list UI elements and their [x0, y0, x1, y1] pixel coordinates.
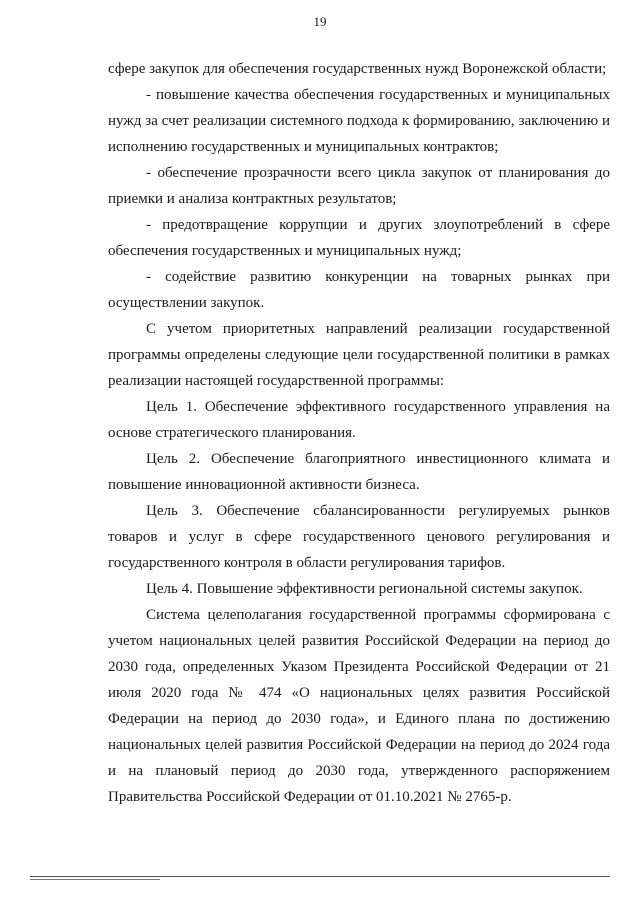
- goal-1-paragraph: Цель 1. Обеспечение эффективного государственного управления на основе стратегического планирования.: [108, 399, 610, 441]
- paragraph-continuation: сфере закупок для обеспечения государственных нужд Воронежской области;: [108, 61, 607, 77]
- bullet-item-quality: - повышение качества обеспечения государственных и муниципальных нужд за счет реализации системного подхода к формированию, заключению и исполнению государственных и муниципальных контрактов;: [108, 87, 610, 155]
- goals-intro-paragraph: С учетом приоритетных направлений реализации государственной программы определены следующие цели государственной политики в рамках реализации настоящей государственной программы:: [108, 321, 610, 389]
- goal-3-paragraph: Цель 3. Обеспечение сбалансированности регулируемых рынков товаров и услуг в сфере государственного ценового регулирования и государственного контроля в области регулирования тарифов.: [108, 503, 610, 571]
- bullet-item-competition: - содействие развитию конкуренции на товарных рынках при осуществлении закупок.: [108, 269, 610, 311]
- goal-2-paragraph: Цель 2. Обеспечение благоприятного инвестиционного климата и повышение инновационной активности бизнеса.: [108, 451, 610, 493]
- goal-4-paragraph: Цель 4. Повышение эффективности региональной системы закупок.: [146, 581, 583, 597]
- document-body: [108, 56, 610, 810]
- goal-setting-system-paragraph: Система целеполагания государственной программы сформирована с учетом национальных целей развития Российской Федерации на период до 2030 года, определенных Указом Президента Российской Федерации от 21 июля 2020 года № 474 «О национальных целях развития Российской Федерации на период до 2030 года», и Единого плана по достижению национальных целей развития Российской Федерации на период до 2024 года и на плановый период до 2030 года, утвержденного распоряжением Правительства Российской Федерации от 01.10.2021 № 2765-р.: [108, 607, 610, 805]
- bullet-item-corruption: - предотвращение коррупции и других злоупотреблений в сфере обеспечения государственных и муниципальных нужд;: [108, 217, 610, 259]
- footer-divider: [30, 876, 610, 877]
- page-number: 19: [313, 14, 327, 29]
- footer-divider-short: [30, 879, 160, 880]
- bullet-item-transparency: - обеспечение прозрачности всего цикла закупок от планирования до приемки и анализа контрактных результатов;: [108, 165, 610, 207]
